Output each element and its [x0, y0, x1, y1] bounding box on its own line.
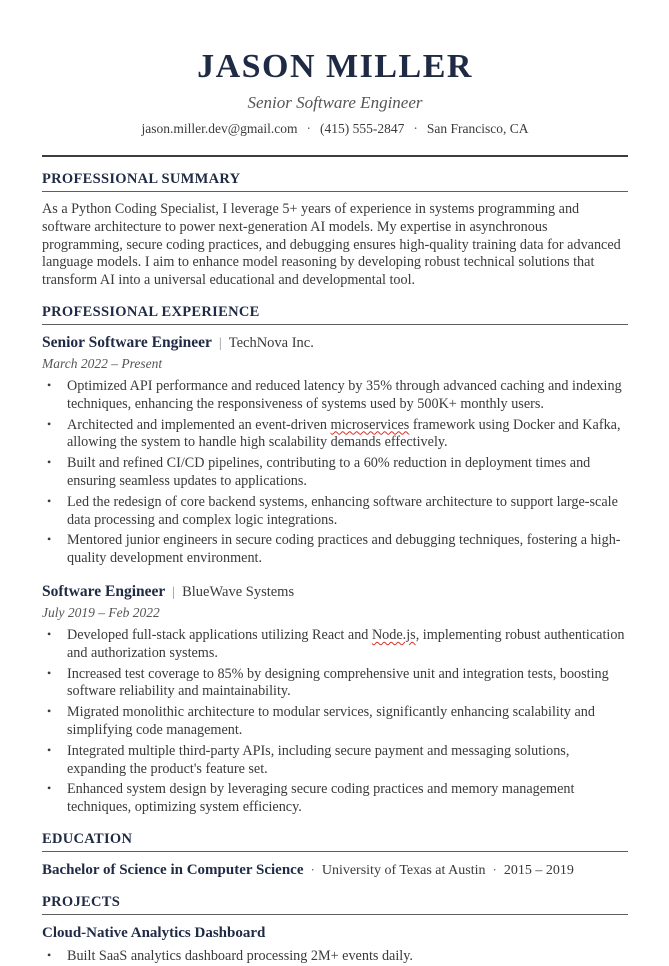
job-entry-bluewave [42, 583, 628, 817]
education-entry [42, 861, 628, 880]
section-projects [42, 895, 628, 966]
job-bullet-list [42, 378, 628, 568]
contact-separator: · [306, 121, 312, 136]
resume-header [42, 50, 628, 136]
bullet-item: • Built and refined CI/CD pipelines, contributing to a 60% reduction in deployment times and ensuring seamless updates to applications. [42, 455, 628, 491]
job-bullet-list [42, 627, 628, 817]
bullet-item: • Integrated multiple third-party APIs, including secure payment and messaging solutions, expanding the product's feature set. [42, 743, 628, 779]
contact-email: jason.miller.dev@gmail.com [141, 121, 298, 136]
bullet-item: • Architected and implemented an event-driven microservices framework using Docker and Kafka, allowing the system to handle high scalability demands effectively. [42, 417, 628, 453]
project-name: Cloud-Native Analytics Dashboard [42, 924, 266, 941]
job-title: Senior Software Engineer [42, 333, 212, 351]
bullet-item: • Optimized API performance and reduced latency by 35% through advanced caching and indexing techniques, enhancing the responsiveness of systems used by 500K+ monthly users. [42, 378, 628, 414]
job-company: BlueWave Systems [182, 583, 295, 600]
bullet-item: • Enhanced system design by leveraging secure coding practices and memory management techniques, optimizing system efficiency. [42, 781, 628, 817]
spellcheck-underline: microservices [330, 416, 410, 433]
spellcheck-underline: Node.js [371, 626, 416, 643]
contact-line [42, 122, 628, 136]
job-entry-technova [42, 334, 628, 568]
project-bullet-list [42, 948, 628, 966]
bullet-item: • Built SaaS analytics dashboard processing 2M+ events daily. [42, 948, 628, 966]
bullet-item: • Increased test coverage to 85% by designing comprehensive unit and integration tests, boosting software reliability and maintainability. [42, 666, 628, 702]
education-degree: Bachelor of Science in Computer Science [42, 861, 304, 878]
job-title-line [42, 334, 628, 353]
header-divider [42, 155, 628, 157]
education-dates: 2015 – 2019 [503, 862, 574, 878]
job-company: TechNova Inc. [228, 334, 314, 351]
section-professional-experience [42, 305, 628, 817]
bullet-item: • Migrated monolithic architecture to modular services, significantly enhancing scalability and simplifying code management. [42, 704, 628, 740]
bullet-item: • Mentored junior engineers in secure coding practices and debugging techniques, fostering a high-quality development environment. [42, 532, 628, 568]
education-school: University of Texas at Austin [321, 862, 486, 878]
job-title-line [42, 583, 628, 602]
job-dates: March 2022 – Present [42, 355, 163, 371]
contact-location: San Francisco, CA [426, 121, 529, 136]
job-dates: July 2019 – Feb 2022 [42, 604, 160, 620]
bullet-item: • Led the redesign of core backend systems, enhancing software architecture to support large-scale data processing and complex logic integrations. [42, 494, 628, 530]
contact-separator: · [413, 121, 418, 136]
job-title: Software Engineer [42, 582, 166, 600]
section-education [42, 832, 628, 880]
summary-text: As a Python Coding Specialist, I leverage 5+ years of experience in systems programming and software architecture to power next-generation AI models. My expertise in asynchronous programming, secure coding practices, and debugging ensures high-quality training data for advanced language models. I aim to enhance model reasoning by developing robust technical solutions that transform AI into a universal educational and developmental tool. [42, 201, 621, 289]
experience-heading: PROFESSIONAL EXPERIENCE [42, 305, 628, 325]
job-title-separator: | [218, 335, 222, 351]
education-separator: · [310, 861, 315, 877]
projects-heading: PROJECTS [42, 895, 628, 915]
candidate-name: JASON MILLER [197, 48, 473, 85]
bullet-item: • Developed full-stack applications utilizing React and Node.js, implementing robust authentication and authorization systems. [42, 627, 628, 663]
job-title-separator: | [172, 584, 176, 600]
education-heading: EDUCATION [42, 832, 628, 852]
contact-phone: (415) 555-2847 [320, 121, 405, 136]
project-entry [42, 924, 628, 966]
education-separator: · [492, 861, 497, 877]
candidate-title: Senior Software Engineer [247, 93, 423, 112]
summary-heading: PROFESSIONAL SUMMARY [42, 172, 628, 192]
section-professional-summary [42, 172, 628, 290]
